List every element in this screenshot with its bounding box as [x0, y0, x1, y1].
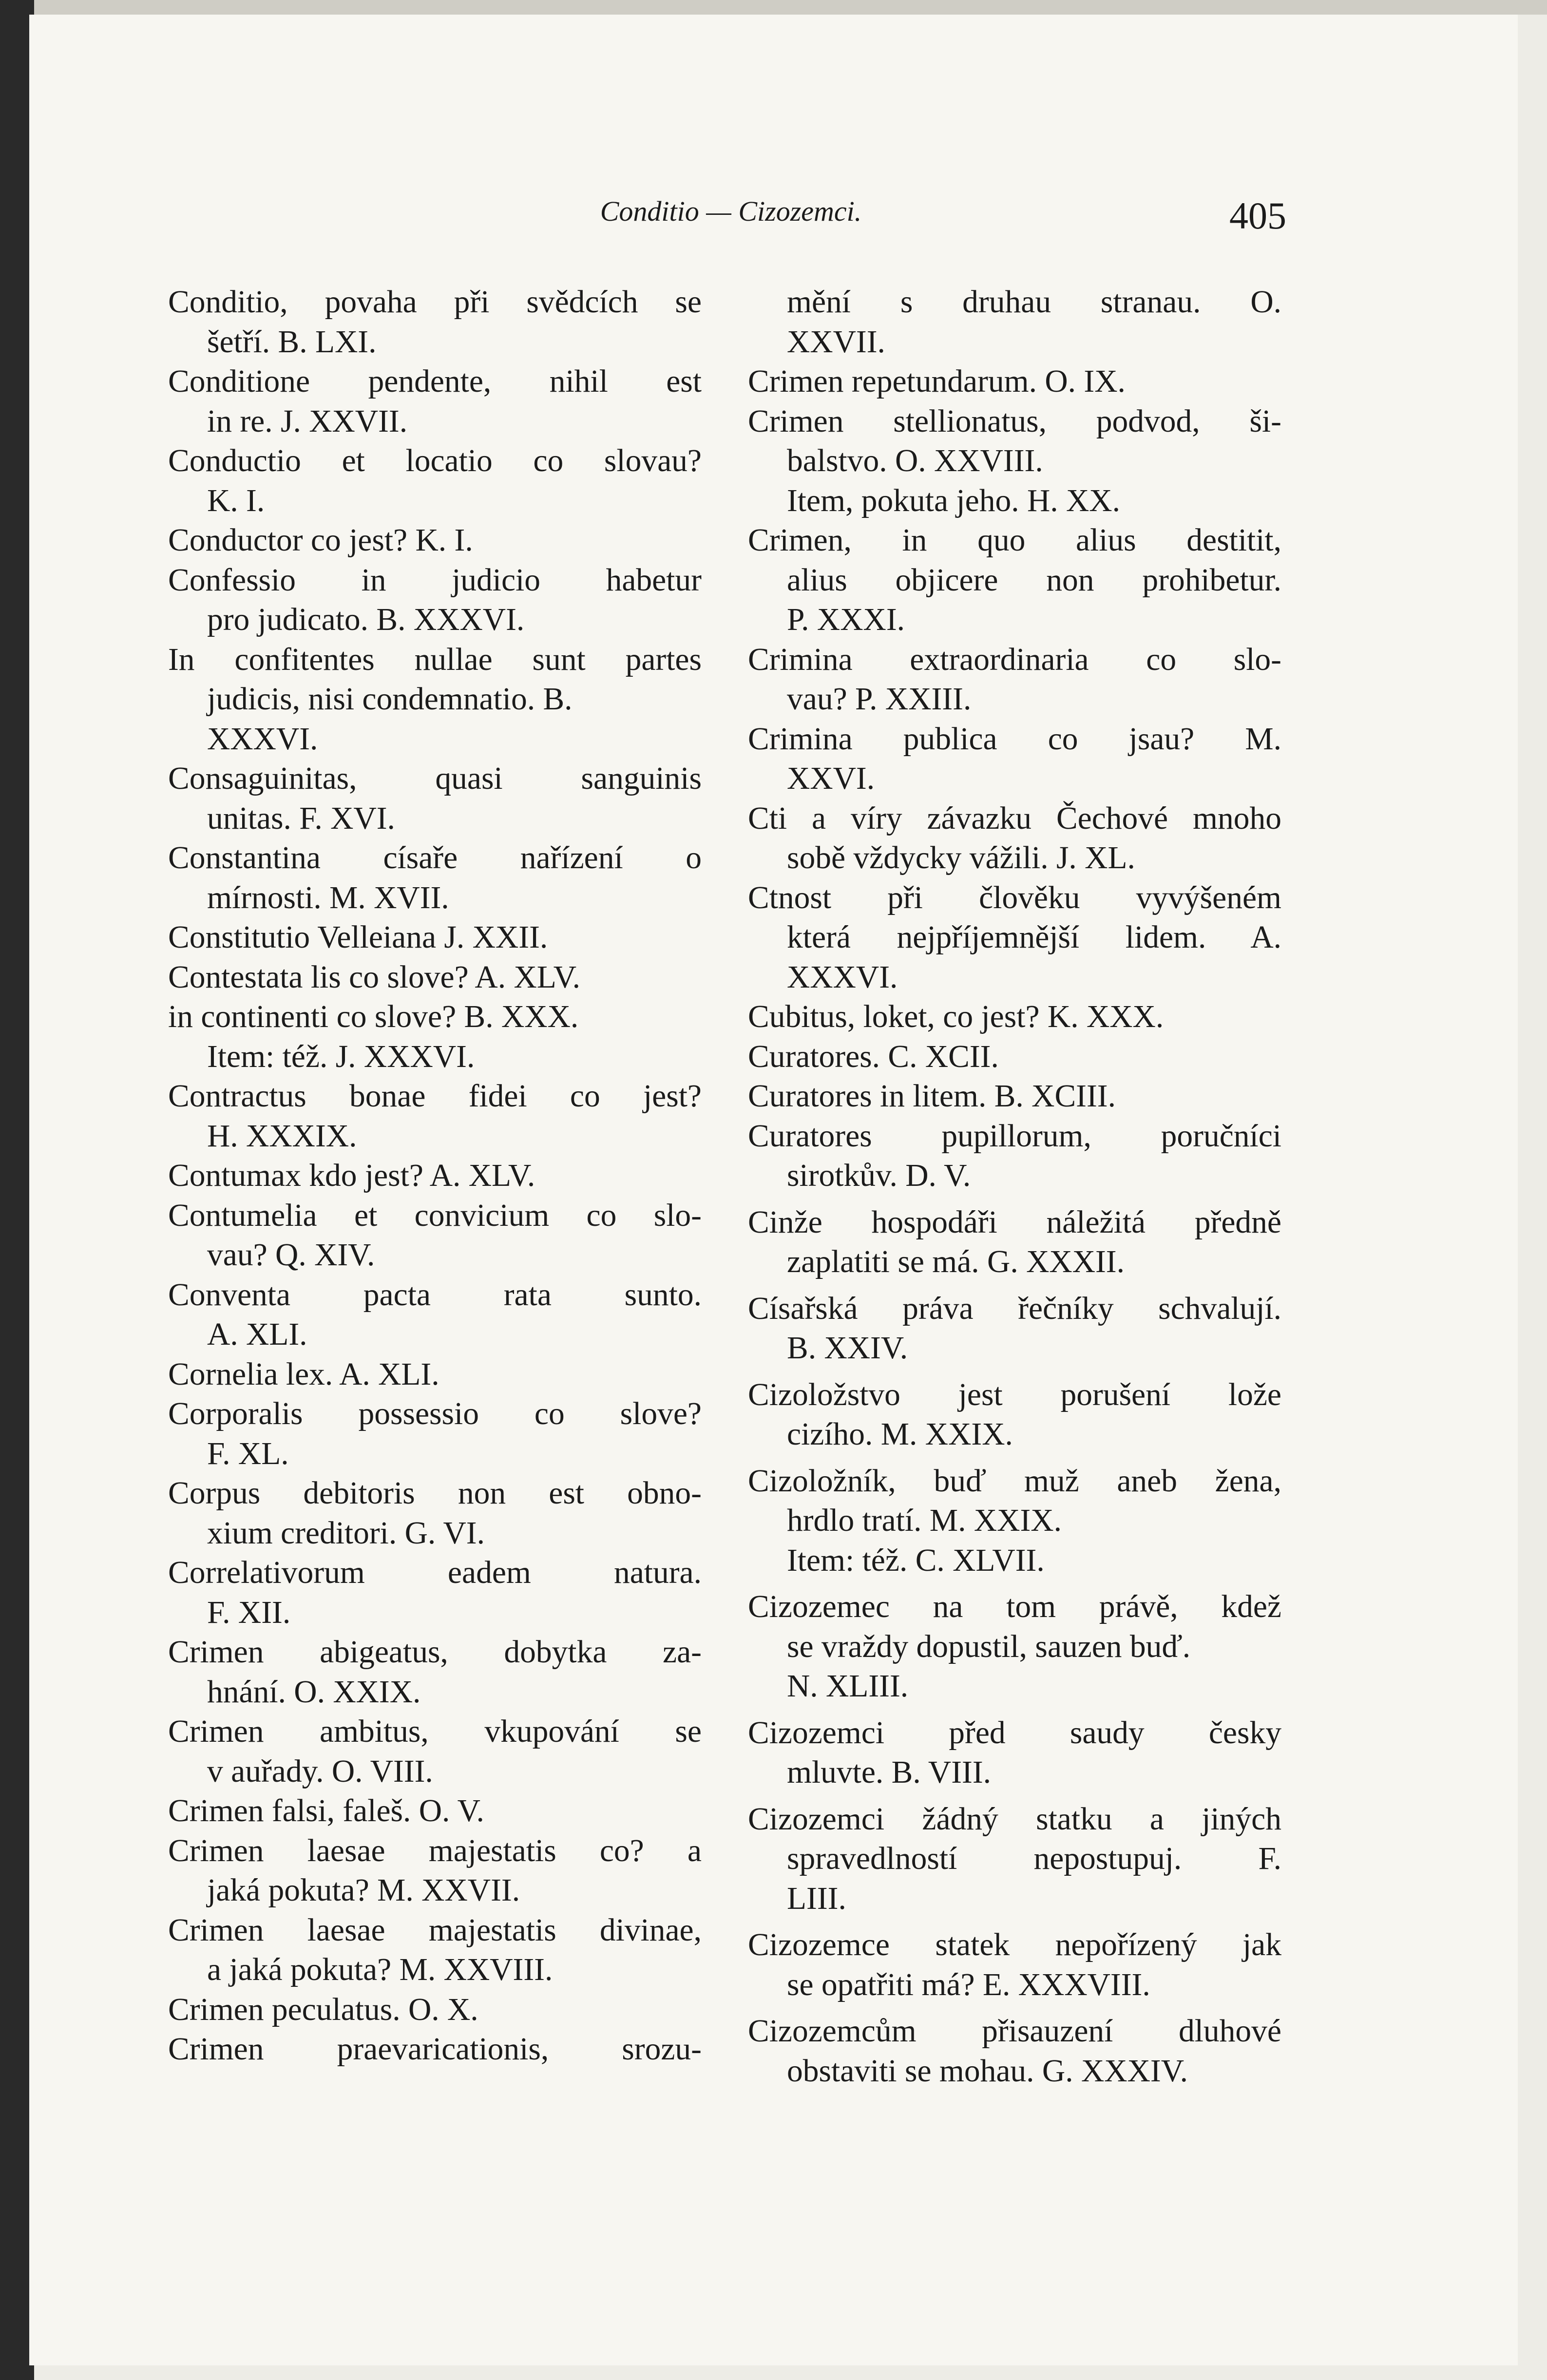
index-line: unitas. F. XVI.	[207, 800, 395, 836]
index-line: A. XLI.	[207, 1317, 307, 1352]
index-line: in continenti co slove? B. XXX.	[168, 999, 579, 1034]
index-line: Cizozemcům přisauzení dluhové	[748, 2014, 1281, 2049]
entry-gap	[748, 1196, 1281, 1203]
index-line: Cizozemec na tom právě, kdež	[748, 1589, 1281, 1624]
index-line: Contumelia et convicium co slo-	[168, 1198, 702, 1233]
index-line: zaplatiti se má. G. XXXII.	[787, 1244, 1125, 1279]
index-line: mírnosti. M. XVII.	[207, 880, 449, 915]
index-line: sirotkův. D. V.	[787, 1158, 971, 1193]
index-line: F. XII.	[207, 1595, 291, 1630]
index-line: Contestata lis co slove? A. XLV.	[168, 959, 580, 995]
entry-gap	[748, 1793, 1281, 1800]
entry-gap	[748, 1919, 1281, 1925]
index-line: Contractus bonae fidei co jest?	[168, 1079, 702, 1114]
index-line: Conditione pendente, nihil est	[168, 364, 702, 399]
index-line: mluvte. B. VIII.	[787, 1755, 992, 1790]
index-line: Conductio et locatio co slovau?	[168, 443, 702, 478]
index-line: Cizoložník, buď muž aneb žena,	[748, 1463, 1281, 1499]
entry-gap	[748, 1707, 1281, 1714]
index-line: H. XXXIX.	[207, 1118, 357, 1154]
index-line: Crimen laesae majestatis co? a	[168, 1833, 702, 1868]
entry-gap	[748, 1282, 1281, 1289]
index-line: xium creditori. G. VI.	[207, 1515, 485, 1551]
index-line: Cinže hospodáři náležitá předně	[748, 1204, 1281, 1240]
index-line: spravedlností nepostupuj. F.	[787, 1841, 1281, 1876]
index-line: K. I.	[207, 483, 265, 518]
index-line: Crimen laesae majestatis divinae,	[168, 1912, 702, 1948]
index-line: Cornelia lex. A. XLI.	[168, 1356, 439, 1392]
index-line: Crimen peculatus. O. X.	[168, 1992, 478, 2027]
index-line: XXXVI.	[207, 721, 318, 757]
index-line: Item: též. C. XLVII.	[787, 1542, 1045, 1578]
index-column-right	[748, 283, 1281, 2091]
index-line: Cizozemce statek nepořízený jak	[748, 1927, 1281, 1962]
index-line: N. XLIII.	[787, 1669, 909, 1704]
index-line: B. XXIV.	[787, 1331, 908, 1366]
index-line: Corpus debitoris non est obno-	[168, 1476, 702, 1511]
index-line: LIII.	[787, 1881, 846, 1916]
index-line: obstaviti se mohau. G. XXXIV.	[787, 2053, 1188, 2089]
entry-gap	[748, 1369, 1281, 1375]
index-line: alius objicere non prohibetur.	[787, 562, 1281, 598]
index-line: Ctnost při člověku vyvýšeném	[748, 880, 1281, 915]
index-column-left	[168, 283, 702, 2070]
index-line: Crimen abigeatus, dobytka za-	[168, 1635, 702, 1670]
index-line: Crimen ambitus, vkupování se	[168, 1714, 702, 1749]
index-line: Cizozemci žádný statku a jiných	[748, 1801, 1281, 1837]
index-line: mění s druhau stranau. O.	[787, 285, 1281, 320]
index-line: judicis, nisi condemnatio. B.	[207, 682, 573, 717]
index-line: F. XL.	[207, 1436, 289, 1471]
index-line: Item, pokuta jeho. H. XX.	[787, 483, 1120, 518]
index-line: sobě vždycky vážili. J. XL.	[787, 840, 1135, 876]
index-line: Confessio in judicio habetur	[168, 562, 702, 598]
index-line: vau? P. XXIII.	[787, 682, 972, 717]
index-line: cizího. M. XXIX.	[787, 1417, 1013, 1452]
entry-gap	[748, 1580, 1281, 1587]
page-number: 405	[1229, 194, 1286, 237]
index-line: Consaguinitas, quasi sanguinis	[168, 761, 702, 796]
index-line: pro judicato. B. XXXVI.	[207, 602, 525, 637]
index-line: jaká pokuta? M. XXVII.	[207, 1873, 520, 1908]
entry-gap	[748, 1455, 1281, 1462]
page-top-edge	[0, 0, 1547, 15]
index-line: Constantina císaře nařízení o	[168, 840, 702, 876]
index-line: vau? Q. XIV.	[207, 1238, 375, 1273]
index-line: Crimen, in quo alius destitit,	[748, 523, 1281, 558]
index-line: Crimina publica co jsau? M.	[748, 721, 1281, 757]
index-line: XXVII.	[787, 324, 885, 360]
index-line: Cti a víry závazku Čechové mnoho	[748, 800, 1281, 836]
index-line: šetří. B. LXI.	[207, 324, 377, 360]
index-line: Conditio, povaha při svědcích se	[168, 285, 702, 320]
index-line: Curatores in litem. B. XCIII.	[748, 1079, 1116, 1114]
index-line: Cubitus, loket, co jest? K. XXX.	[748, 999, 1164, 1034]
index-line: Curatores. C. XCII.	[748, 1039, 999, 1074]
index-line: Conductor co jest? K. I.	[168, 523, 473, 558]
index-line: P. XXXI.	[787, 602, 905, 637]
index-line: Constitutio Velleiana J. XXII.	[168, 920, 548, 955]
index-line: XXXVI.	[787, 959, 898, 995]
index-line: Conventa pacta rata sunto.	[168, 1277, 702, 1313]
index-line: Cizoložstvo jest porušení lože	[748, 1377, 1281, 1412]
index-line: Crimen falsi, faleš. O. V.	[168, 1793, 484, 1828]
index-line: která nejpříjemnější lidem. A.	[787, 920, 1281, 955]
index-line: Crimen stellionatus, podvod, ši-	[748, 403, 1281, 439]
index-line: Crimen praevaricationis, srozu-	[168, 2032, 702, 2067]
index-line: Curatores pupillorum, poručníci	[748, 1118, 1281, 1154]
index-line: Correlativorum eadem natura.	[168, 1555, 702, 1590]
index-line: Contumax kdo jest? A. XLV.	[168, 1158, 535, 1193]
index-line: hnání. O. XXIX.	[207, 1674, 421, 1710]
index-line: Item: též. J. XXXVI.	[207, 1039, 475, 1074]
index-line: Crimina extraordinaria co slo-	[748, 642, 1281, 677]
index-line: in re. J. XXVII.	[207, 403, 408, 439]
index-line: Císařská práva řečníky schvalují.	[748, 1291, 1281, 1326]
index-line: Crimen repetundarum. O. IX.	[748, 364, 1126, 399]
running-title: Conditio — Cizozemci.	[600, 195, 862, 227]
index-line: a jaká pokuta? M. XXVIII.	[207, 1952, 553, 1987]
entry-gap	[748, 2005, 1281, 2012]
index-line: Cizozemci před saudy česky	[748, 1715, 1281, 1751]
index-line: hrdlo tratí. M. XXIX.	[787, 1503, 1062, 1538]
index-line: XXVI.	[787, 761, 875, 796]
index-line: v auřady. O. VIII.	[207, 1753, 433, 1789]
index-line: balstvo. O. XXVIII.	[787, 443, 1043, 478]
index-line: se opatřiti má? E. XXXVIII.	[787, 1967, 1150, 2002]
index-line: se vraždy dopustil, sauzen buď.	[787, 1629, 1191, 1664]
index-line: Corporalis possessio co slove?	[168, 1396, 702, 1431]
index-line: In confitentes nullae sunt partes	[168, 642, 702, 677]
